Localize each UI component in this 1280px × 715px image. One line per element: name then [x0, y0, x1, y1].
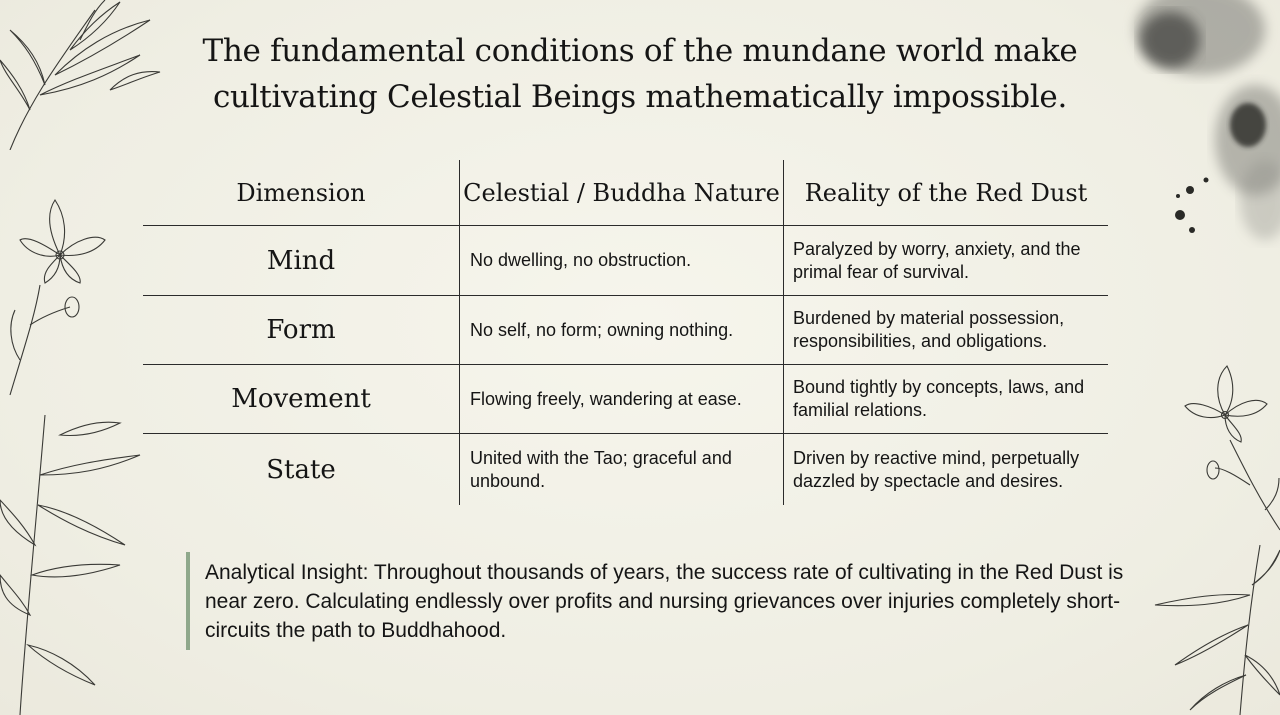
row-reality: Bound tightly by concepts, laws, and familial relations. — [793, 377, 1085, 420]
row-celestial: No self, no form; owning nothing. — [470, 319, 734, 340]
analytical-insight-callout — [186, 552, 1126, 650]
bamboo-illustration — [0, 0, 170, 150]
row-dimension: Movement — [231, 384, 371, 414]
slide-title — [160, 28, 1120, 120]
flower-illustration — [1175, 360, 1280, 560]
header-celestial: Celestial / Buddha Nature — [463, 178, 780, 207]
flower-illustration — [0, 195, 120, 405]
row-celestial: No dwelling, no obstruction. — [470, 250, 692, 270]
row-dimension: Mind — [266, 245, 336, 276]
row-celestial: Flowing freely, wandering at ease. — [470, 388, 742, 409]
row-reality: Paralyzed by worry, anxiety, and the primal fear of survival. — [793, 238, 1081, 282]
bamboo-illustration — [1150, 545, 1280, 715]
title-line-1: The fundamental conditions of the mundane world make — [202, 33, 1078, 69]
row-dimension: Form — [266, 315, 336, 345]
row-reality: Burdened by material possession, responsibilities, and obligations. — [793, 308, 1065, 351]
header-dimension: Dimension — [236, 178, 366, 207]
bamboo-illustration — [0, 415, 160, 715]
header-reality: Reality of the Red Dust — [804, 178, 1088, 207]
row-reality: Driven by reactive mind, perpetually dazzled by spectacle and desires. — [793, 447, 1080, 491]
title-line-2: cultivating Celestial Beings mathematically impossible. — [212, 79, 1068, 115]
row-celestial: United with the Tao; graceful and unbound. — [470, 447, 732, 491]
row-dimension: State — [266, 454, 336, 485]
comparison-table — [143, 160, 1108, 505]
insight-text: Analytical Insight: Throughout thousands of years, the success rate of cultivating in the Red Dust is near zero. Calculating endlessly over profits and nursing grievances over injuries completely short-circuits the path to Buddhahood. — [205, 560, 1124, 642]
